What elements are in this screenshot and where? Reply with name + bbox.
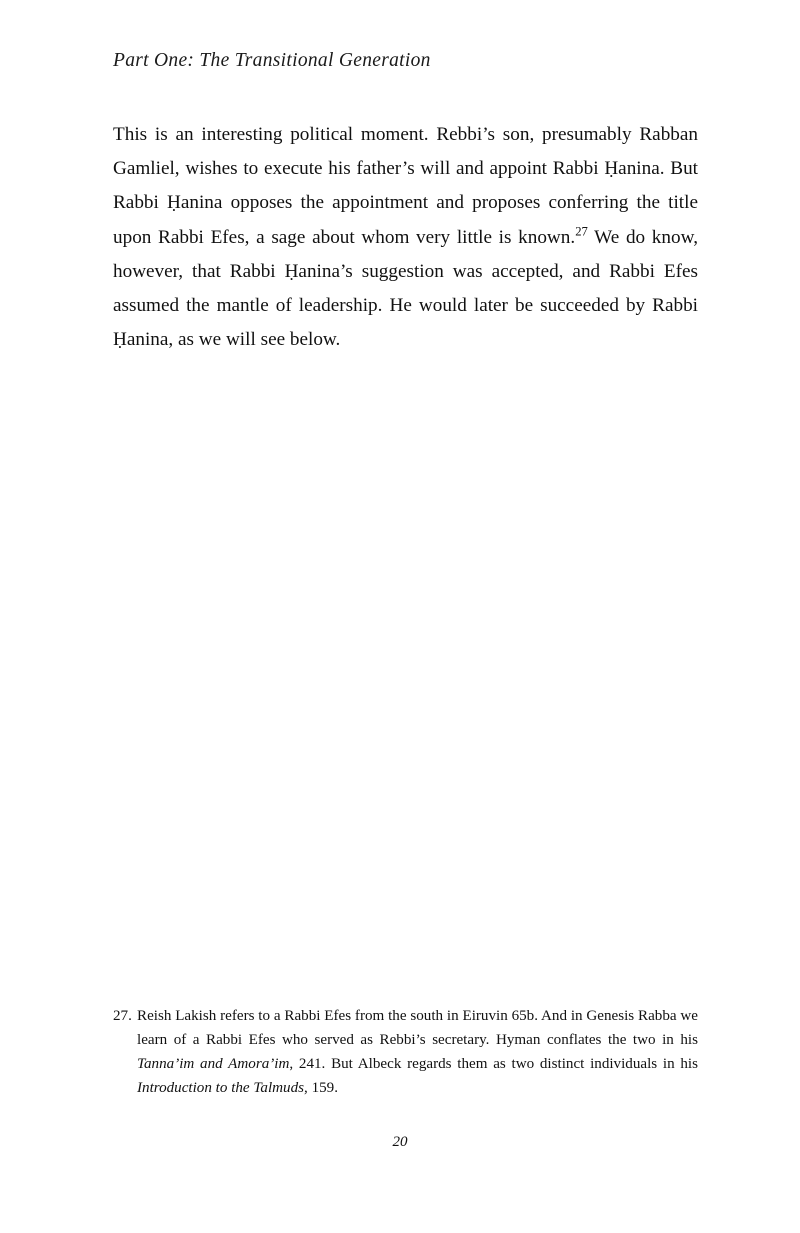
footnote-text-part-2: , 241. But Albeck regards them as two distinct individuals in his: [289, 1055, 698, 1072]
footnote-number: 27.: [113, 1008, 132, 1024]
footnote-title-2: Introduction to the Talmuds: [137, 1079, 305, 1096]
footnote-title-1: Tanna’im and Amora’im: [137, 1055, 290, 1072]
footnote-text-part-3: , 159.: [304, 1079, 338, 1096]
body-text-before-footnote-ref: This is an interesting political moment. Rebbi’s son, presumably Rabban Gamliel, wishes to execute his father’s will and appoint Rabbi Ḥanina. But Rabbi Ḥanina opposes the appointment and proposes conferring the title upon Rabbi Efes, a sage about whom very little is known.: [113, 124, 698, 248]
footnote-area: [113, 1005, 698, 1100]
footnote-reference-marker[interactable]: 27: [575, 224, 588, 239]
footnote-text-part-1: Reish Lakish refers to a Rabbi Efes from the south in Eiruvin 65b. And in Genesis Rabba we learn of a Rabbi Efes who served as Rebbi’s secretary. Hyman conflates the two in his: [137, 1008, 698, 1048]
running-head: Part One: The Transitional Generation: [113, 50, 431, 71]
body-paragraph: [113, 118, 698, 357]
body-text-block: [113, 118, 698, 357]
footnote-item: [113, 1005, 698, 1100]
page-number: 20: [392, 1134, 408, 1150]
body-text-after-footnote-ref: We do know, however, that Rabbi Ḥanina’s suggestion was accepted, and Rabbi Efes assumed the mantle of leadership. He would later be succeeded by Rabbi Ḥanina, as we will see below.: [113, 226, 698, 351]
